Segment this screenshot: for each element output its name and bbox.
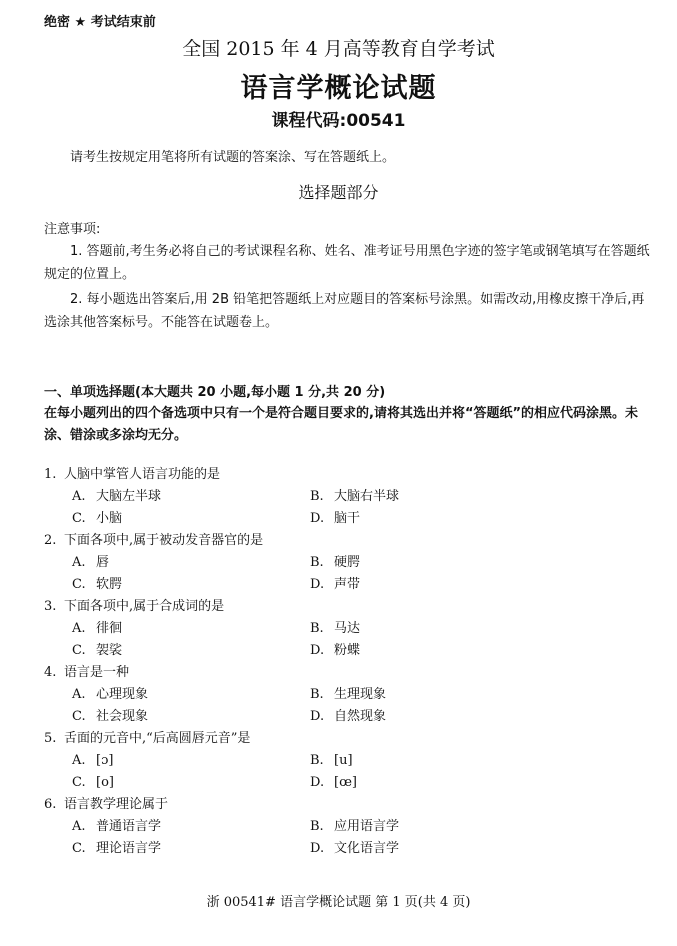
question-list [44,464,644,860]
question-stem [44,728,644,750]
question-stem [44,464,644,486]
question-text: 语言是一种 [64,665,130,680]
question-stem [44,596,644,618]
question-text: 下面各项中,属于合成词的是 [64,599,225,614]
option-b: B. 大脑右半球 [310,489,400,504]
note-item: 2. 每小题选出答案后,用 2B 铅笔把答题纸上对应题目的答案标号涂黑。如需改动,用橡皮擦干净后,再选涂其他答案标号。不能答在试题卷上。 [44,292,645,330]
question-number: 1. [44,467,57,482]
question [44,662,644,728]
option-c: C. 社会现象 [72,709,149,724]
question-stem [44,794,644,816]
option-d: D. 脑干 [310,511,361,526]
option-d: D. 文化语言学 [310,841,400,856]
option-b: B. [u] [310,753,353,768]
option-b: B. 生理现象 [310,687,387,702]
option-c: C. 软腭 [72,577,123,592]
page-footer: 浙 00541# 语言学概论试题 第 1 页(共 4 页) [206,895,471,910]
option-a: A. 徘徊 [72,621,123,636]
question-stem [44,662,644,684]
question-text: 语言教学理论属于 [64,797,169,812]
option-b: B. 马达 [310,621,361,636]
option-a: A. [ɔ] [72,753,114,768]
question-number: 5. [44,731,57,746]
option-a: A. 大脑左半球 [72,489,162,504]
section-heading: 一、单项选择题(本大题共 20 小题,每小题 1 分,共 20 分) [44,385,386,400]
question [44,464,644,530]
section-part-title: 选择题部分 [298,183,379,202]
course-code: 课程代码:00541 [271,111,406,131]
option-d: D. [œ] [310,775,357,790]
exam-title: 全国 2015 年 4 月高等教育自学考试 [182,38,495,60]
question-text: 下面各项中,属于被动发音器官的是 [64,533,264,548]
question [44,794,644,860]
question-text: 舌面的元音中,“后高圆唇元音”是 [64,731,251,746]
option-a: A. 心理现象 [72,687,149,702]
option-d: D. 声带 [310,577,361,592]
option-d: D. 粉蝶 [310,643,361,658]
section-description: 在每小题列出的四个备选项中只有一个是符合题目要求的,请将其选出并将“答题纸”的相应代码涂黑。未涂、错涂或多涂均无分。 [44,406,639,443]
question-number: 6. [44,797,57,812]
option-b: B. 硬腭 [310,555,361,570]
question [44,530,644,596]
question-stem [44,530,644,552]
option-b: B. 应用语言学 [310,819,400,834]
answer-instruction: 请考生按规定用笔将所有试题的答案涂、写在答题纸上。 [70,150,396,165]
subject-title: 语言学概论试题 [240,73,437,104]
option-a: A. 普通语言学 [72,819,162,834]
question-number: 3. [44,599,57,614]
option-c: C. 理论语言学 [72,841,162,856]
question [44,596,644,662]
note-item: 1. 答题前,考生务必将自己的考试课程名称、姓名、准考证号用黑色字迹的签字笔或钢笔填写在答题纸规定的位置上。 [44,244,650,282]
confidential-mark: 绝密 ★ 考试结束前 [44,15,156,30]
question-number: 4. [44,665,57,680]
option-a: A. 唇 [72,555,110,570]
notes-label: 注意事项: [44,222,101,237]
question [44,728,644,794]
question-number: 2. [44,533,57,548]
question-text: 人脑中掌管人语言功能的是 [64,467,221,482]
option-c: C. [o] [72,775,114,790]
option-c: C. 袈裟 [72,643,123,658]
option-d: D. 自然现象 [310,709,387,724]
option-c: C. 小脑 [72,511,123,526]
